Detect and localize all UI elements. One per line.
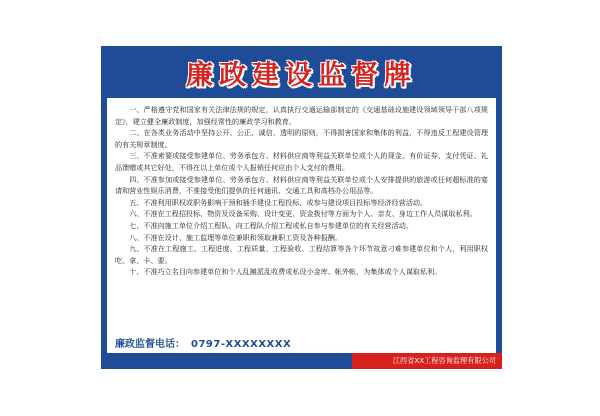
- hotline: [115, 335, 291, 350]
- rule-item-4: 四、不准参加或接受参建单位、劳务承包方、材料供应商等利益关联单位或个人安排提供的旅游或任何超标准的宴请和营业性娱乐消费，不准接受他们提供的任何通讯、交通工具和高档办公用品等。: [115, 174, 488, 196]
- company-footer: [352, 353, 502, 369]
- rule-item-6: 六、不准在工程招投标、物资及设备采购、设计变更、资金拨付等方面为个人、亲友、身边工作人员谋取私利。: [129, 209, 477, 219]
- rule-item-7: 七、不准向施工单位介绍工程队、向工程队介绍工程或私自参与参建单位的有关经营活动。: [129, 220, 413, 230]
- rule-item-2: 二、在各类业务活动中坚持公开、公正、诚信、透明的原则，不得损害国家和集体的利益，不得违反工程建设管理的有关规章制度。: [115, 128, 488, 149]
- rule-item-8: 八、不准在设计、施工监理等单位兼职和领取兼职工资及各种报酬。: [129, 232, 342, 242]
- hotline-number: 0797-XXXXXXXX: [191, 339, 292, 350]
- company-name: 江西省XX工程咨询监理有限公司: [392, 356, 496, 365]
- hotline-label: 廉政监督电话：: [115, 339, 185, 350]
- rule-item-9: 九、不准在工程施工、工程进度、工程质量、工程验收、工程结算等各个环节故意刁难参建单位和个人，利用职权吃、拿、卡、要。: [115, 244, 488, 265]
- board-title: 廉政建设监督牌: [186, 59, 417, 91]
- rule-item-5: 五、不准利用职权或职务影响干预和插手建设工程投标，或参与建设项目投标等经济经营活动。: [129, 197, 428, 207]
- supervision-board: [101, 46, 502, 369]
- title-bar: [101, 46, 502, 98]
- rule-item-10: 十、不准巧立名目向参建单位和个人乱摊派乱收费或私设小金库、帐外帐，为集体或个人谋取私利。: [129, 267, 442, 277]
- rule-item-3: 三、不准索要或接受参建单位、劳务承包方、材料供应商等利益关联单位或个人的现金、有价证券、支付凭证、礼品馈赠或其它好处，不得在以上单位或个人报销任何应由个人支付的费用。: [115, 151, 488, 172]
- content-panel: [107, 98, 496, 353]
- rule-item-1: 一、严格遵守党和国家有关法律法规的规定，认真执行交通运输部制定的《交通基础设施建设领域领导干部八项规定》，建立健全廉政制度，加强经常性的廉政学习和教育。: [115, 105, 488, 126]
